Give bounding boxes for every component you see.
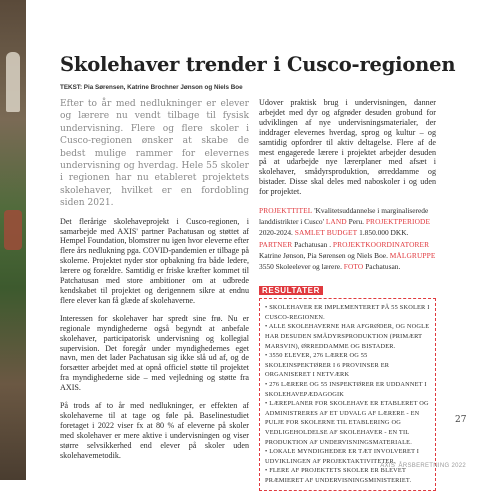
article-byline: TEKST: Pia Sørensen, Katrine Brochner Jønson og Niels Boe xyxy=(60,84,243,91)
fact-value: 2020-2024. xyxy=(259,228,295,238)
fact-value: Peru. xyxy=(346,217,366,227)
fact-label: PROJEKTPERIODE xyxy=(365,217,431,227)
fact-value: Katrine Jønson, Pia Sørensen og Niels Boe. xyxy=(259,250,390,260)
photo-figure xyxy=(6,52,20,112)
page-number: 27 xyxy=(455,415,467,425)
results-box xyxy=(259,298,436,490)
result-item xyxy=(265,322,430,351)
result-text: SKOLEHAVER ER IMPLEMENTERET PÅ 55 SKOLER I CUSCO-REGIONEN. xyxy=(265,304,430,321)
fact-label: PROJEKTTITEL xyxy=(259,206,313,216)
bullet-icon: • xyxy=(265,400,268,408)
bullet-icon: • xyxy=(265,352,268,360)
bullet-icon: • xyxy=(265,323,268,331)
result-item xyxy=(265,399,430,447)
project-facts xyxy=(259,205,436,272)
article-title: Skolehaver trender i Cusco-regionen xyxy=(60,53,456,77)
bullet-icon: • xyxy=(265,467,268,475)
fact-label: MÅLGRUPPE xyxy=(389,250,436,260)
body-paragraph: Interessen for skolehaver har spredt sine frø. Nu er regionale myndighederne også begyndt at anbefale skolehaver, participatorisk undervisning og kollegial supervision. Det foregår under myndighedernes eget navn, men det lader Pachatusan sig ikke slå ud af, og de forsætter arbejdet med at opnå officiel støtte til projektet fra myndighederne side – med vejledning og støtte fra AXIS. xyxy=(60,313,249,393)
result-text: LÆREPLANER FOR SKOLEHAVE ER ETABLERET OG ADMINISTRERES AF ET UDVALG AF LÆRERE - EN PULJE FOR SKOLERNE TIL ETABLERING OG VEDLIGEHOLDELSE AF SKOLEHAVER - EN TIL PRODUKTION AF UNDERVISNINGSMATERIALE. xyxy=(265,400,429,446)
fact-value: Pachatusan. xyxy=(363,262,401,272)
photo-figure-2 xyxy=(4,210,22,250)
fact-label: LAND xyxy=(325,217,347,227)
bullet-icon: • xyxy=(265,381,268,389)
body-paragraph: Det flerårige skolehaveprojekt i Cusco-regionen, i samarbejde med AXIS' partner Pachatusan og støttet af Hempel Foundation, blomstrer nu igen hvor eleverne efter flere års nedlukning pga. COVID-pandemien er tilbage på skolerne. Projektet nyder stor opbakning fra både ledere, lærere og forældre. Samtidig er friske kræfter kommet til Patchatusan med store ambitioner om at udbrede kendskabet til projektet og derigennem sikre at endnu flere elever kan få glæde af skolehaverne. xyxy=(60,216,249,305)
fact-value: 'Kvalitetsuddannelse i marginaliserede landdistrikter i Cusco' xyxy=(259,206,429,227)
fact-value: 3550 Skoleelever og lærere. xyxy=(259,262,344,272)
fact-value: Pachatusan . xyxy=(292,239,333,249)
left-column xyxy=(60,98,249,469)
article-lead: Efter to år med nedlukninger er elever og lærere nu vendt tilbage til fysisk undervisning. Flere og flere skoler i Cusco-regionen ønsker at skabe de bedst mulige rammer for elevernes undervisning og hverdag. Hele 55 skoler i regionen har nu etableret projektets skolehaver, hvilket er en fordobling siden 2021. xyxy=(60,99,249,209)
result-item xyxy=(265,380,430,399)
bullet-icon: • xyxy=(265,304,268,312)
fact-label: FOTO xyxy=(343,262,364,272)
result-text: FLERE AF PROJEKTETS SKOLER ER BLEVET PRÆMIERET AF UNDERVISNINGSMINISTERIET. xyxy=(265,467,412,484)
result-item xyxy=(265,351,430,380)
result-text: LOKALE MYNDIGHEDER ER TÆT INVOLVERET I UDVIKLINGEN AF PROJEKTAKTIVITETER. xyxy=(265,448,420,465)
result-item xyxy=(265,466,430,485)
body-paragraph: På trods af to år med nedlukninger, er effekten af skolehaverne til at tage og føle på. Baselinestudiet foretaget i 2022 viser fx at 80 % af eleverne på skoler med skolehaver er mere aktive i undervisningen og viser større selvsikkerhed end elever på skoler uden skolehavemetodik. xyxy=(60,401,249,460)
page-footer: AXIS' ÅRSBERETNING 2022 xyxy=(380,463,466,469)
result-text: ALLE SKOLEHAVERNE HAR AFGRØDER, OG NOGLE HAR DESUDEN SMÅDYRSPRODUKTION (PRIMÆRT MARSVIN), ØRREDDAMME OG BISTADER. xyxy=(265,323,430,350)
photo-strip xyxy=(0,0,26,480)
fact-value: 1.850.000 DKK. xyxy=(357,228,409,238)
result-item xyxy=(265,303,430,322)
result-text: 276 LÆRERE OG 55 INSPEKTØRER ER UDDANNET I SKOLEHAVEPÆDAGOGIK xyxy=(265,381,427,398)
fact-label: SAMLET BUDGET xyxy=(294,228,358,238)
body-paragraph: Udover praktisk brug i undervisningen, danner arbejdet med dyr og afgrøder desuden grobund for udviklingen af nye undervisningsmaterialer, der inddrager elevernes hverdag, sprog og kultur – og samtidig opfordrer til aktiv deltagelse. Flere af de mest engagerede lærere i projektet arbejder desuden på at udarbejde nye lærerplaner med afsæt i skolehaver, smådyrsproduktion, ørreddamme og bistader. Disse skal deles med naboskoler i og uden for projektet. xyxy=(259,98,436,197)
fact-label: PROJEKTKOORDINATORER xyxy=(332,239,430,249)
bullet-icon: • xyxy=(265,448,268,456)
result-text: 3550 ELEVER, 276 LÆRER OG 55 SKOLEINSPEKTØRER I 6 PROVINSER ER ORGANISERET I NETVÆRK xyxy=(265,352,390,379)
right-column xyxy=(259,98,436,491)
fact-label: PARTNER xyxy=(259,239,293,249)
results-heading: RESULTATER xyxy=(259,286,323,295)
